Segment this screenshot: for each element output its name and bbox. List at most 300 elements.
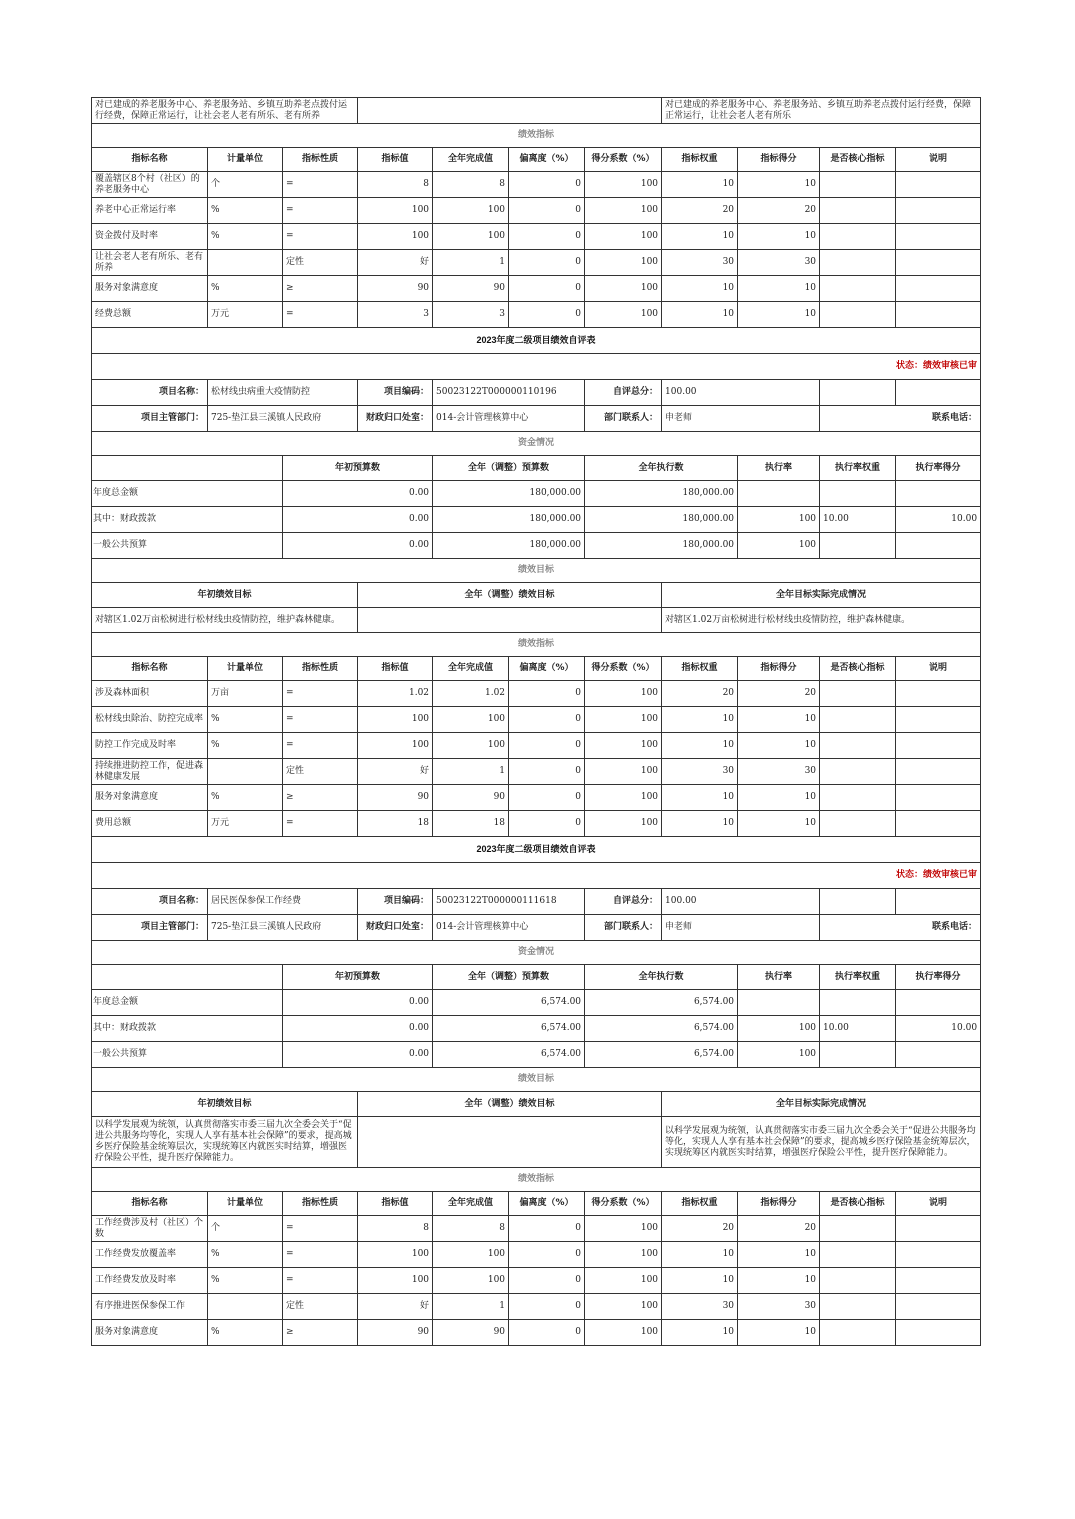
title-row bbox=[92, 328, 981, 354]
col-header: 计量单位 bbox=[208, 657, 283, 681]
col-header: 指标权重 bbox=[662, 657, 738, 681]
fund-adjusted: 6,574.00 bbox=[433, 1042, 585, 1068]
fund-row-label: 一般公共预算 bbox=[92, 533, 283, 559]
indicator-value: 100 bbox=[358, 224, 433, 250]
fund-section-row bbox=[92, 941, 981, 965]
fund-row bbox=[92, 1016, 981, 1042]
indicator-core bbox=[820, 1242, 896, 1268]
indicator-value: 10 bbox=[738, 276, 820, 302]
indicator-value: 10 bbox=[662, 172, 738, 198]
indicator-value: 10 bbox=[738, 733, 820, 759]
indicator-header-row bbox=[92, 1192, 981, 1216]
indicator-core bbox=[820, 198, 896, 224]
indicator-section-row bbox=[92, 633, 981, 657]
indicator-value: 90 bbox=[433, 276, 509, 302]
col-header: 偏离度（%） bbox=[509, 148, 585, 172]
indicator-nature: = bbox=[283, 707, 358, 733]
indicator-value: 100 bbox=[585, 198, 662, 224]
col-header: 说明 bbox=[896, 1192, 981, 1216]
indicator-value: 100 bbox=[585, 1242, 662, 1268]
indicator-unit: % bbox=[208, 733, 283, 759]
indicator-unit: % bbox=[208, 224, 283, 250]
indicator-value: 100 bbox=[585, 1320, 662, 1346]
indicator-value: 90 bbox=[433, 1320, 509, 1346]
indicator-value: 0 bbox=[509, 733, 585, 759]
indicator-value: 100 bbox=[585, 172, 662, 198]
indicator-value: 1.02 bbox=[433, 681, 509, 707]
project-code-label: 项目编码： bbox=[358, 380, 433, 406]
table-row bbox=[92, 198, 981, 224]
indicator-value: 10 bbox=[662, 733, 738, 759]
indicator-value: 100 bbox=[585, 733, 662, 759]
fund-section-header: 资金情况 bbox=[92, 941, 981, 965]
indicator-value: 100 bbox=[585, 224, 662, 250]
indicator-unit: % bbox=[208, 707, 283, 733]
indicator-name: 服务对象满意度 bbox=[92, 785, 208, 811]
indicator-value: 10 bbox=[738, 1268, 820, 1294]
project-dept-row bbox=[92, 406, 981, 432]
indicator-core bbox=[820, 811, 896, 837]
exec-weight bbox=[820, 1042, 896, 1068]
fund-section-row bbox=[92, 432, 981, 456]
indicator-value: 0 bbox=[509, 681, 585, 707]
indicator-value: 100 bbox=[585, 1294, 662, 1320]
fund-initial: 0.00 bbox=[283, 481, 433, 507]
indicator-name: 服务对象满意度 bbox=[92, 276, 208, 302]
indicator-value: 100 bbox=[358, 733, 433, 759]
indicator-unit: 万元 bbox=[208, 811, 283, 837]
exec-score bbox=[896, 1042, 981, 1068]
fund-row-label: 其中：财政拨款 bbox=[92, 507, 283, 533]
indicator-value: 好 bbox=[358, 1294, 433, 1320]
table-row bbox=[92, 1320, 981, 1346]
indicator-value: 100 bbox=[358, 1242, 433, 1268]
indicator-nature: = bbox=[283, 1242, 358, 1268]
indicator-header-row bbox=[92, 657, 981, 681]
fund-col-header: 全年执行数 bbox=[585, 965, 738, 990]
indicator-value: 0 bbox=[509, 276, 585, 302]
col-header: 指标性质 bbox=[283, 657, 358, 681]
indicator-value: 20 bbox=[662, 1216, 738, 1242]
col-header: 指标值 bbox=[358, 148, 433, 172]
fund-col-header: 全年（调整）预算数 bbox=[433, 456, 585, 481]
indicator-value: 100 bbox=[585, 681, 662, 707]
indicator-unit: % bbox=[208, 276, 283, 302]
indicator-core bbox=[820, 276, 896, 302]
project-name: 居民医保参保工作经费 bbox=[208, 889, 358, 915]
indicator-nature: = bbox=[283, 224, 358, 250]
indicator-name: 工作经费发放覆盖率 bbox=[92, 1242, 208, 1268]
col-header: 得分系数（%） bbox=[585, 1192, 662, 1216]
indicator-value: 90 bbox=[433, 785, 509, 811]
empty-cell bbox=[820, 889, 896, 915]
indicator-value: 1 bbox=[433, 1294, 509, 1320]
project-dept-row bbox=[92, 915, 981, 941]
finance-office: 014-会计管理核算中心 bbox=[433, 406, 585, 432]
goal-col-header: 全年目标实际完成情况 bbox=[662, 1092, 981, 1117]
indicator-value: 0 bbox=[509, 302, 585, 328]
indicator-value: 20 bbox=[738, 681, 820, 707]
indicator-value: 10 bbox=[738, 785, 820, 811]
indicator-nature: = bbox=[283, 1268, 358, 1294]
table-row bbox=[92, 1268, 981, 1294]
fund-adjusted: 180,000.00 bbox=[433, 507, 585, 533]
indicator-unit bbox=[208, 1294, 283, 1320]
col-header: 全年完成值 bbox=[433, 657, 509, 681]
exec-weight bbox=[820, 533, 896, 559]
indicator-value: 10 bbox=[738, 1320, 820, 1346]
indicator-name: 让社会老人老有所乐、老有所养 bbox=[92, 250, 208, 276]
phone-label: 联系电话： bbox=[820, 915, 981, 941]
fund-executed: 6,574.00 bbox=[585, 1042, 738, 1068]
fund-col-header: 执行率 bbox=[738, 456, 820, 481]
fund-col-header: 执行率权重 bbox=[820, 456, 896, 481]
indicator-note bbox=[896, 707, 981, 733]
goal-section-row bbox=[92, 1068, 981, 1092]
fund-col-header: 执行率得分 bbox=[896, 965, 981, 990]
goal-actual: 对已建成的养老服务中心、养老服务站、乡镇互助养老点拨付运行经费，保障正常运行，让社会老人老有所乐 bbox=[662, 98, 981, 124]
table-row bbox=[92, 1294, 981, 1320]
table-row bbox=[92, 250, 981, 276]
table-row bbox=[92, 224, 981, 250]
indicator-value: 30 bbox=[662, 1294, 738, 1320]
project-code: 50023122T000000110196 bbox=[433, 380, 585, 406]
finance-office: 014-会计管理核算中心 bbox=[433, 915, 585, 941]
goal-col-header: 全年目标实际完成情况 bbox=[662, 583, 981, 608]
indicator-name: 工作经费发放及时率 bbox=[92, 1268, 208, 1294]
indicator-nature: = bbox=[283, 302, 358, 328]
col-header: 偏离度（%） bbox=[509, 1192, 585, 1216]
indicator-value: 100 bbox=[433, 224, 509, 250]
indicator-note bbox=[896, 785, 981, 811]
indicator-value: 100 bbox=[585, 276, 662, 302]
fund-row-label: 一般公共预算 bbox=[92, 1042, 283, 1068]
project-name: 松材线虫病重大疫情防控 bbox=[208, 380, 358, 406]
indicator-value: 10 bbox=[662, 785, 738, 811]
status-badge: 状态：绩效审核已审 bbox=[92, 863, 981, 889]
exec-rate: 100 bbox=[738, 1042, 820, 1068]
table-row bbox=[92, 1242, 981, 1268]
table-row bbox=[92, 172, 981, 198]
dept-label: 项目主管部门： bbox=[92, 915, 208, 941]
goal-adjusted bbox=[358, 608, 662, 633]
indicator-note bbox=[896, 250, 981, 276]
status-row bbox=[92, 354, 981, 380]
exec-rate bbox=[738, 481, 820, 507]
indicator-unit: 个 bbox=[208, 1216, 283, 1242]
fund-initial: 0.00 bbox=[283, 533, 433, 559]
indicator-value: 好 bbox=[358, 759, 433, 785]
indicator-nature: ≥ bbox=[283, 785, 358, 811]
indicator-unit: % bbox=[208, 785, 283, 811]
indicator-value: 100 bbox=[433, 198, 509, 224]
table-row bbox=[92, 785, 981, 811]
indicator-core bbox=[820, 224, 896, 250]
finance-label: 财政归口处室： bbox=[358, 406, 433, 432]
indicator-name: 工作经费涉及村（社区）个数 bbox=[92, 1216, 208, 1242]
indicator-value: 1 bbox=[433, 250, 509, 276]
indicator-value: 10 bbox=[662, 1242, 738, 1268]
indicator-value: 100 bbox=[585, 1216, 662, 1242]
indicator-value: 0 bbox=[509, 1242, 585, 1268]
fund-executed: 6,574.00 bbox=[585, 990, 738, 1016]
indicator-value: 0 bbox=[509, 198, 585, 224]
goal-section-header: 绩效目标 bbox=[92, 559, 981, 583]
indicator-note bbox=[896, 811, 981, 837]
fund-row-label: 年度总金额 bbox=[92, 481, 283, 507]
indicator-value: 8 bbox=[358, 1216, 433, 1242]
col-header: 指标值 bbox=[358, 657, 433, 681]
goal-initial: 以科学发展观为统领，认真贯彻落实市委三届九次全委会关于“促进公共服务均等化，实现人人享有基本社会保障”的要求，提高城乡医疗保险基金统筹层次，实现统筹区内就医实时结算，增强医疗保险公平性，提升医疗保障能力。 bbox=[92, 1117, 358, 1168]
indicator-value: 1 bbox=[433, 759, 509, 785]
fund-row bbox=[92, 507, 981, 533]
goal-adjusted bbox=[358, 98, 662, 124]
fund-row-label: 其中：财政拨款 bbox=[92, 1016, 283, 1042]
page-title: 2023年度二级项目绩效自评表 bbox=[92, 837, 981, 863]
fund-header-row bbox=[92, 456, 981, 481]
indicator-header-row bbox=[92, 148, 981, 172]
indicator-value: 10 bbox=[738, 811, 820, 837]
indicator-unit: % bbox=[208, 198, 283, 224]
indicator-core bbox=[820, 681, 896, 707]
score-label: 自评总分： bbox=[585, 889, 662, 915]
indicator-value: 10 bbox=[662, 811, 738, 837]
indicator-nature: 定性 bbox=[283, 1294, 358, 1320]
fund-row-label: 年度总金额 bbox=[92, 990, 283, 1016]
indicator-core bbox=[820, 250, 896, 276]
indicator-nature: = bbox=[283, 733, 358, 759]
status-badge: 状态：绩效审核已审 bbox=[92, 354, 981, 380]
status-row bbox=[92, 863, 981, 889]
indicator-value: 100 bbox=[433, 733, 509, 759]
col-header: 计量单位 bbox=[208, 1192, 283, 1216]
indicator-name: 费用总额 bbox=[92, 811, 208, 837]
fund-col-header: 全年执行数 bbox=[585, 456, 738, 481]
indicator-value: 10 bbox=[738, 707, 820, 733]
indicator-value: 90 bbox=[358, 276, 433, 302]
indicator-value: 100 bbox=[358, 707, 433, 733]
empty-cell bbox=[92, 456, 283, 481]
col-header: 说明 bbox=[896, 657, 981, 681]
indicator-value: 100 bbox=[585, 302, 662, 328]
fund-executed: 180,000.00 bbox=[585, 507, 738, 533]
indicator-name: 持续推进防控工作，促进森林健康发展 bbox=[92, 759, 208, 785]
indicator-core bbox=[820, 1268, 896, 1294]
contact-person: 申老师 bbox=[662, 915, 820, 941]
indicator-note bbox=[896, 1242, 981, 1268]
indicator-value: 0 bbox=[509, 224, 585, 250]
indicator-value: 3 bbox=[433, 302, 509, 328]
goal-content-row bbox=[92, 1117, 981, 1168]
indicator-value: 100 bbox=[358, 198, 433, 224]
indicator-unit: 个 bbox=[208, 172, 283, 198]
indicator-unit: % bbox=[208, 1268, 283, 1294]
indicator-section-header: 绩效指标 bbox=[92, 1168, 981, 1192]
col-header: 指标性质 bbox=[283, 148, 358, 172]
indicator-value: 100 bbox=[358, 1268, 433, 1294]
phone-label: 联系电话： bbox=[820, 406, 981, 432]
indicator-value: 10 bbox=[738, 224, 820, 250]
indicator-unit bbox=[208, 759, 283, 785]
indicator-name: 覆盖辖区8个村（社区）的养老服务中心 bbox=[92, 172, 208, 198]
fund-row bbox=[92, 533, 981, 559]
indicator-note bbox=[896, 1320, 981, 1346]
indicator-value: 100 bbox=[585, 785, 662, 811]
goal-col-header: 全年（调整）绩效目标 bbox=[358, 583, 662, 608]
indicator-name: 防控工作完成及时率 bbox=[92, 733, 208, 759]
col-header: 得分系数（%） bbox=[585, 657, 662, 681]
table-row bbox=[92, 681, 981, 707]
empty-cell bbox=[896, 889, 981, 915]
indicator-value: 0 bbox=[509, 707, 585, 733]
goal-col-header: 年初绩效目标 bbox=[92, 1092, 358, 1117]
col-header: 说明 bbox=[896, 148, 981, 172]
exec-weight bbox=[820, 990, 896, 1016]
indicator-value: 100 bbox=[433, 1242, 509, 1268]
indicator-value: 30 bbox=[662, 250, 738, 276]
dept-name: 725-垫江县三溪镇人民政府 bbox=[208, 915, 358, 941]
total-score: 100.00 bbox=[662, 380, 820, 406]
indicator-value: 100 bbox=[585, 707, 662, 733]
indicator-unit: % bbox=[208, 1320, 283, 1346]
evaluation-table bbox=[91, 97, 981, 1346]
indicator-unit: 万亩 bbox=[208, 681, 283, 707]
indicator-core bbox=[820, 1216, 896, 1242]
evaluation-sheet bbox=[91, 97, 980, 1346]
indicator-nature: = bbox=[283, 1216, 358, 1242]
table-row bbox=[92, 302, 981, 328]
indicator-note bbox=[896, 276, 981, 302]
indicator-value: 8 bbox=[433, 172, 509, 198]
indicator-value: 0 bbox=[509, 250, 585, 276]
indicator-value: 20 bbox=[662, 198, 738, 224]
table-row bbox=[92, 733, 981, 759]
indicator-value: 10 bbox=[662, 224, 738, 250]
col-header: 计量单位 bbox=[208, 148, 283, 172]
goal-section-row bbox=[92, 559, 981, 583]
col-header: 是否核心指标 bbox=[820, 657, 896, 681]
indicator-value: 90 bbox=[358, 1320, 433, 1346]
indicator-name: 涉及森林面积 bbox=[92, 681, 208, 707]
indicator-section-row bbox=[92, 1168, 981, 1192]
fund-col-header: 年初预算数 bbox=[283, 456, 433, 481]
indicator-value: 30 bbox=[738, 759, 820, 785]
indicator-note bbox=[896, 1294, 981, 1320]
indicator-value: 100 bbox=[585, 811, 662, 837]
empty-cell bbox=[92, 965, 283, 990]
indicator-value: 10 bbox=[662, 707, 738, 733]
indicator-core bbox=[820, 707, 896, 733]
exec-weight: 10.00 bbox=[820, 1016, 896, 1042]
indicator-section-header: 绩效指标 bbox=[92, 633, 981, 657]
contact-label: 部门联系人： bbox=[585, 915, 662, 941]
indicator-nature: 定性 bbox=[283, 250, 358, 276]
indicator-name: 有序推进医保参保工作 bbox=[92, 1294, 208, 1320]
dept-name: 725-垫江县三溪镇人民政府 bbox=[208, 406, 358, 432]
dept-label: 项目主管部门： bbox=[92, 406, 208, 432]
fund-section-header: 资金情况 bbox=[92, 432, 981, 456]
indicator-value: 10 bbox=[738, 302, 820, 328]
indicator-note bbox=[896, 681, 981, 707]
table-row bbox=[92, 707, 981, 733]
indicator-value: 0 bbox=[509, 1216, 585, 1242]
indicator-section-row bbox=[92, 124, 981, 148]
indicator-value: 0 bbox=[509, 1320, 585, 1346]
exec-score: 10.00 bbox=[896, 507, 981, 533]
indicator-core bbox=[820, 1320, 896, 1346]
indicator-nature: = bbox=[283, 681, 358, 707]
indicator-name: 资金拨付及时率 bbox=[92, 224, 208, 250]
indicator-nature: ≥ bbox=[283, 276, 358, 302]
indicator-core bbox=[820, 733, 896, 759]
project-code-label: 项目编码： bbox=[358, 889, 433, 915]
title-row bbox=[92, 837, 981, 863]
indicator-core bbox=[820, 785, 896, 811]
exec-rate bbox=[738, 990, 820, 1016]
col-header: 指标性质 bbox=[283, 1192, 358, 1216]
indicator-value: 100 bbox=[585, 1268, 662, 1294]
indicator-value: 0 bbox=[509, 172, 585, 198]
fund-col-header: 执行率 bbox=[738, 965, 820, 990]
indicator-nature: = bbox=[283, 172, 358, 198]
fund-initial: 0.00 bbox=[283, 1042, 433, 1068]
goal-col-header: 年初绩效目标 bbox=[92, 583, 358, 608]
exec-score bbox=[896, 990, 981, 1016]
indicator-note bbox=[896, 759, 981, 785]
fund-col-header: 执行率权重 bbox=[820, 965, 896, 990]
indicator-value: 0 bbox=[509, 785, 585, 811]
indicator-value: 10 bbox=[738, 172, 820, 198]
project-name-label: 项目名称： bbox=[92, 889, 208, 915]
goal-actual: 对辖区1.02万亩松树进行松材线虫疫情防控，维护森林健康。 bbox=[662, 608, 981, 633]
col-header: 指标名称 bbox=[92, 1192, 208, 1216]
goal-actual: 以科学发展观为统领，认真贯彻落实市委三届九次全委会关于“促进公共服务均等化，实现人人享有基本社会保障”的要求，提高城乡医疗保险基金统筹层次，实现统筹区内就医实时结算，增强医疗保险公平性，提升医疗保障能力。 bbox=[662, 1117, 981, 1168]
col-header: 全年完成值 bbox=[433, 1192, 509, 1216]
col-header: 指标得分 bbox=[738, 148, 820, 172]
indicator-value: 100 bbox=[585, 250, 662, 276]
fund-executed: 6,574.00 bbox=[585, 1016, 738, 1042]
contact-label: 部门联系人： bbox=[585, 406, 662, 432]
indicator-value: 好 bbox=[358, 250, 433, 276]
exec-rate: 100 bbox=[738, 507, 820, 533]
indicator-value: 10 bbox=[662, 276, 738, 302]
indicator-unit bbox=[208, 250, 283, 276]
col-header: 指标名称 bbox=[92, 657, 208, 681]
project-info-row bbox=[92, 380, 981, 406]
indicator-nature: = bbox=[283, 811, 358, 837]
indicator-value: 3 bbox=[358, 302, 433, 328]
empty-cell bbox=[896, 380, 981, 406]
indicator-note bbox=[896, 1216, 981, 1242]
fund-executed: 180,000.00 bbox=[585, 481, 738, 507]
table-row bbox=[92, 276, 981, 302]
fund-col-header: 年初预算数 bbox=[283, 965, 433, 990]
fund-initial: 0.00 bbox=[283, 1016, 433, 1042]
indicator-name: 松材线虫除治、防控完成率 bbox=[92, 707, 208, 733]
indicator-value: 100 bbox=[433, 707, 509, 733]
col-header: 是否核心指标 bbox=[820, 148, 896, 172]
fund-initial: 0.00 bbox=[283, 990, 433, 1016]
empty-cell bbox=[820, 380, 896, 406]
goal-initial: 对已建成的养老服务中心、养老服务站、乡镇互助养老点拨付运行经费，保障正常运行，让社会老人老有所乐、老有所养 bbox=[92, 98, 358, 124]
fund-adjusted: 6,574.00 bbox=[433, 990, 585, 1016]
col-header: 是否核心指标 bbox=[820, 1192, 896, 1216]
project-code: 50023122T000000111618 bbox=[433, 889, 585, 915]
fund-adjusted: 180,000.00 bbox=[433, 533, 585, 559]
goal-header-row bbox=[92, 583, 981, 608]
col-header: 偏离度（%） bbox=[509, 657, 585, 681]
fund-adjusted: 6,574.00 bbox=[433, 1016, 585, 1042]
